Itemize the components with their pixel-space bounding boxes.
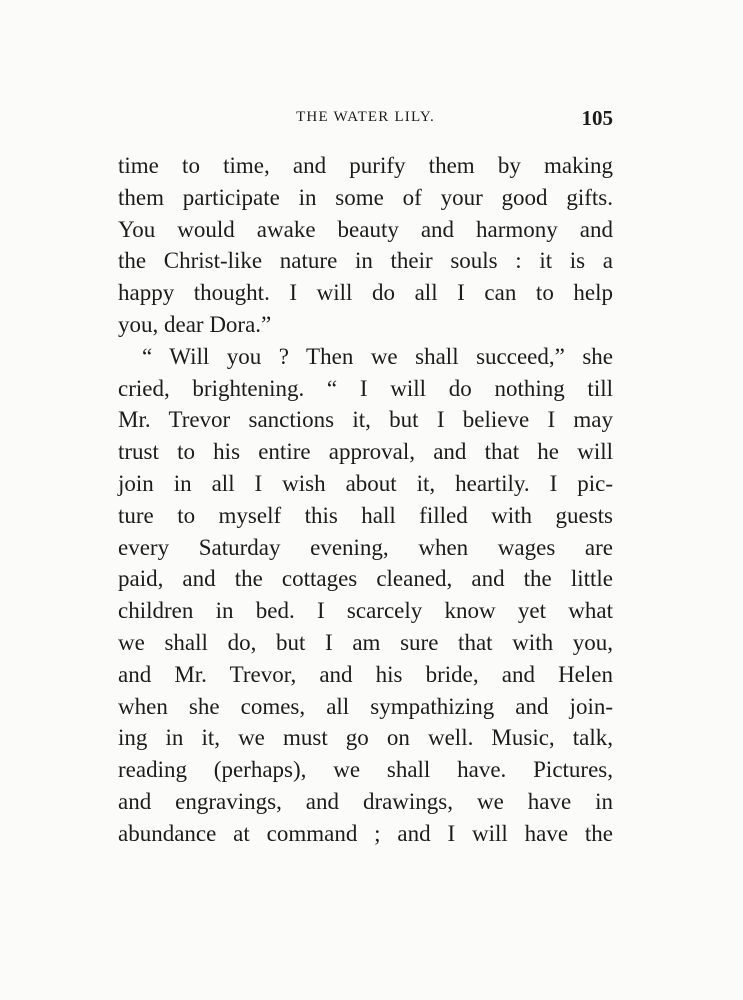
text-line: reading (perhaps), we shall have. Pictures, — [118, 757, 613, 783]
text-line: and Mr. Trevor, and his bride, and Helen — [118, 661, 613, 687]
text-line: we shall do, but I am sure that with you, — [118, 629, 613, 655]
text-line: when she comes, all sympathizing and join- — [118, 693, 613, 719]
text-line: the Christ-like nature in their souls : it is a — [118, 248, 613, 274]
text-line: “ Will you ? Then we shall succeed,” she — [142, 343, 613, 369]
text-line: and engravings, and drawings, we have in — [118, 788, 613, 814]
text-line: every Saturday evening, when wages are — [118, 534, 613, 560]
text-line: trust to his entire approval, and that he will — [118, 439, 613, 465]
text-line: time to time, and purify them by making — [118, 153, 613, 178]
text-line: paid, and the cottages cleaned, and the little — [118, 566, 613, 592]
text-line: cried, brightening. “ I will do nothing till — [118, 375, 613, 401]
body-text — [118, 150, 613, 850]
text-line: abundance at command ; and I will have the — [118, 820, 613, 846]
text-line: happy thought. I will do all I can to help — [118, 280, 613, 306]
text-line: join in all I wish about it, heartily. I pic- — [118, 470, 613, 496]
running-head — [118, 107, 613, 131]
text-line: Mr. Trevor sanctions it, but I believe I may — [118, 407, 613, 433]
text-line: ture to myself this hall filled with guests — [118, 502, 613, 528]
text-line: ing in it, we must go on well. Music, talk, — [118, 725, 613, 751]
page-number: 105 — [581, 106, 613, 130]
text-line: You would awake beauty and harmony and — [118, 216, 613, 242]
text-line: them participate in some of your good gifts. — [118, 184, 613, 210]
text-line: you, dear Dora.” — [118, 311, 272, 337]
text-line: children in bed. I scarcely know yet what — [118, 598, 613, 624]
running-title: THE WATER LILY. — [296, 109, 435, 125]
